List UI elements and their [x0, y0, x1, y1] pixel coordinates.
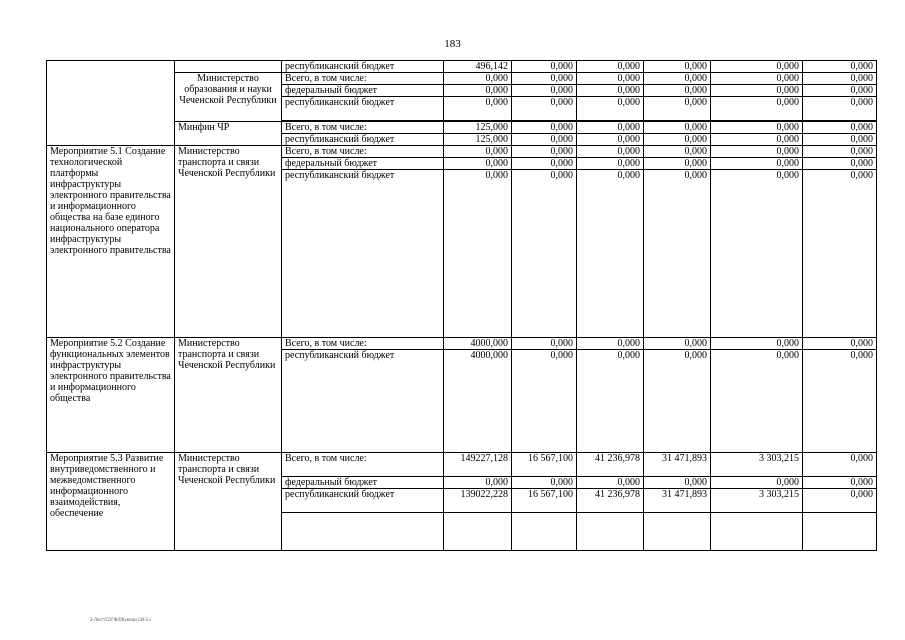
amount-cell [803, 513, 877, 551]
amount-cell: 0,000 [711, 134, 803, 146]
amount-cell: 0,000 [577, 97, 644, 121]
amount-cell: 0,000 [803, 170, 877, 338]
amount-cell: 0,000 [512, 338, 577, 350]
amount-cell [444, 513, 512, 551]
measure-cell: Мероприятие 5.1 Создание технологической платформы инфраструктуры электронного правительства и информационного общества на базе единого национального оператора инфраструктуры электронного правительства [47, 146, 175, 338]
funding-source-cell: Всего, в том числе: [282, 73, 444, 85]
amount-cell: 0,000 [803, 85, 877, 97]
amount-cell: 0,000 [711, 477, 803, 489]
amount-cell: 0,000 [444, 85, 512, 97]
funding-source-cell: республиканский бюджет [282, 350, 444, 453]
funding-source-cell: республиканский бюджет [282, 489, 444, 513]
amount-cell: 0,000 [711, 146, 803, 158]
amount-cell: 0,000 [577, 73, 644, 85]
amount-cell: 0,000 [803, 61, 877, 73]
funding-source-cell: федеральный бюджет [282, 477, 444, 489]
amount-cell: 3 303,215 [711, 453, 803, 477]
amount-cell: 0,000 [711, 170, 803, 338]
table-row [47, 453, 877, 477]
amount-cell: 0,000 [644, 350, 711, 453]
funding-source-cell: Всего, в том числе: [282, 146, 444, 158]
funding-source-cell [282, 513, 444, 551]
amount-cell: 0,000 [444, 97, 512, 121]
amount-cell: 0,000 [512, 477, 577, 489]
amount-cell: 16 567,100 [512, 489, 577, 513]
funding-source-cell: республиканский бюджет [282, 134, 444, 146]
amount-cell: 0,000 [644, 85, 711, 97]
amount-cell: 125,000 [444, 134, 512, 146]
amount-cell: 496,142 [444, 61, 512, 73]
amount-cell: 0,000 [512, 350, 577, 453]
amount-cell: 41 236,978 [577, 489, 644, 513]
amount-cell: 0,000 [803, 453, 877, 477]
amount-cell: 0,000 [577, 85, 644, 97]
amount-cell: 4000,000 [444, 338, 512, 350]
amount-cell: 0,000 [444, 158, 512, 170]
amount-cell: 0,000 [711, 97, 803, 121]
amount-cell: 4000,000 [444, 350, 512, 453]
table-row [47, 61, 877, 73]
amount-cell: 0,000 [803, 73, 877, 85]
amount-cell: 0,000 [444, 477, 512, 489]
amount-cell: 0,000 [577, 134, 644, 146]
amount-cell: 0,000 [577, 170, 644, 338]
amount-cell: 139022,228 [444, 489, 512, 513]
amount-cell: 0,000 [644, 97, 711, 121]
amount-cell: 0,000 [803, 350, 877, 453]
amount-cell: 0,000 [711, 158, 803, 170]
amount-cell: 0,000 [512, 134, 577, 146]
executor-cell: Министерство транспорта и связи Чеченской Республики [175, 453, 282, 551]
amount-cell: 0,000 [577, 338, 644, 350]
amount-cell: 0,000 [644, 158, 711, 170]
amount-cell: 0,000 [444, 170, 512, 338]
amount-cell: 31 471,893 [644, 489, 711, 513]
measure-cell: Мероприятие 5.3 Развитие внутриведомственного и межведомственного информационного взаимодействия, обеспечение [47, 453, 175, 551]
amount-cell: 0,000 [803, 489, 877, 513]
amount-cell: 0,000 [644, 338, 711, 350]
measure-cell: Мероприятие 5.2 Создание функциональных элементов инфраструктуры электронного правительства и информационного общества [47, 338, 175, 453]
amount-cell: 0,000 [644, 73, 711, 85]
amount-cell: 0,000 [512, 170, 577, 338]
amount-cell [512, 513, 577, 551]
amount-cell: 0,000 [711, 350, 803, 453]
budget-table [46, 60, 877, 551]
amount-cell: 125,000 [444, 122, 512, 134]
amount-cell: 0,000 [577, 350, 644, 453]
amount-cell [644, 513, 711, 551]
amount-cell: 0,000 [711, 73, 803, 85]
amount-cell: 0,000 [803, 158, 877, 170]
funding-source-cell: республиканский бюджет [282, 97, 444, 121]
funding-source-cell: республиканский бюджет [282, 170, 444, 338]
amount-cell: 0,000 [644, 61, 711, 73]
amount-cell: 0,000 [711, 338, 803, 350]
amount-cell: 3 303,215 [711, 489, 803, 513]
amount-cell: 0,000 [512, 97, 577, 121]
amount-cell: 0,000 [803, 338, 877, 350]
funding-source-cell: федеральный бюджет [282, 158, 444, 170]
amount-cell: 0,000 [711, 61, 803, 73]
amount-cell: 0,000 [711, 122, 803, 134]
page-number: 183 [444, 38, 461, 50]
amount-cell: 0,000 [644, 170, 711, 338]
amount-cell: 0,000 [512, 73, 577, 85]
amount-cell [711, 513, 803, 551]
amount-cell: 0,000 [803, 122, 877, 134]
funding-source-cell: Всего, в том числе: [282, 453, 444, 477]
amount-cell: 0,000 [577, 477, 644, 489]
executor-cell: Минфин ЧР [175, 122, 282, 146]
amount-cell: 0,000 [644, 146, 711, 158]
funding-source-cell: Всего, в том числе: [282, 122, 444, 134]
amount-cell: 31 471,893 [644, 453, 711, 477]
amount-cell [577, 513, 644, 551]
amount-cell: 0,000 [577, 61, 644, 73]
amount-cell: 0,000 [711, 85, 803, 97]
executor-cell: Министерство транспорта и связи Чеченской Республики [175, 338, 282, 453]
footer-code: 2-Лист/СОГФ/Обуведи.CИ-3.с [90, 617, 152, 622]
amount-cell: 0,000 [577, 146, 644, 158]
amount-cell: 0,000 [512, 146, 577, 158]
amount-cell: 0,000 [577, 158, 644, 170]
funding-source-cell: федеральный бюджет [282, 85, 444, 97]
amount-cell: 0,000 [512, 158, 577, 170]
executor-cell: Министерство образования и науки Чеченской Республики [175, 73, 282, 122]
amount-cell: 0,000 [644, 134, 711, 146]
amount-cell: 149227,128 [444, 453, 512, 477]
amount-cell: 16 567,100 [512, 453, 577, 477]
amount-cell: 0,000 [803, 97, 877, 121]
amount-cell: 0,000 [512, 61, 577, 73]
amount-cell: 0,000 [512, 122, 577, 134]
funding-source-cell: Всего, в том числе: [282, 338, 444, 350]
amount-cell: 0,000 [444, 73, 512, 85]
measure-cell [47, 61, 175, 146]
amount-cell: 41 236,978 [577, 453, 644, 477]
funding-source-cell: республиканский бюджет [282, 61, 444, 73]
amount-cell: 0,000 [577, 122, 644, 134]
amount-cell: 0,000 [512, 85, 577, 97]
executor-cell: Министерство транспорта и связи Чеченской Республики [175, 146, 282, 338]
table-row [47, 146, 877, 158]
amount-cell: 0,000 [803, 134, 877, 146]
amount-cell: 0,000 [803, 477, 877, 489]
amount-cell: 0,000 [644, 122, 711, 134]
amount-cell: 0,000 [803, 146, 877, 158]
amount-cell: 0,000 [444, 146, 512, 158]
amount-cell: 0,000 [644, 477, 711, 489]
executor-cell [175, 61, 282, 73]
table-row [47, 338, 877, 350]
